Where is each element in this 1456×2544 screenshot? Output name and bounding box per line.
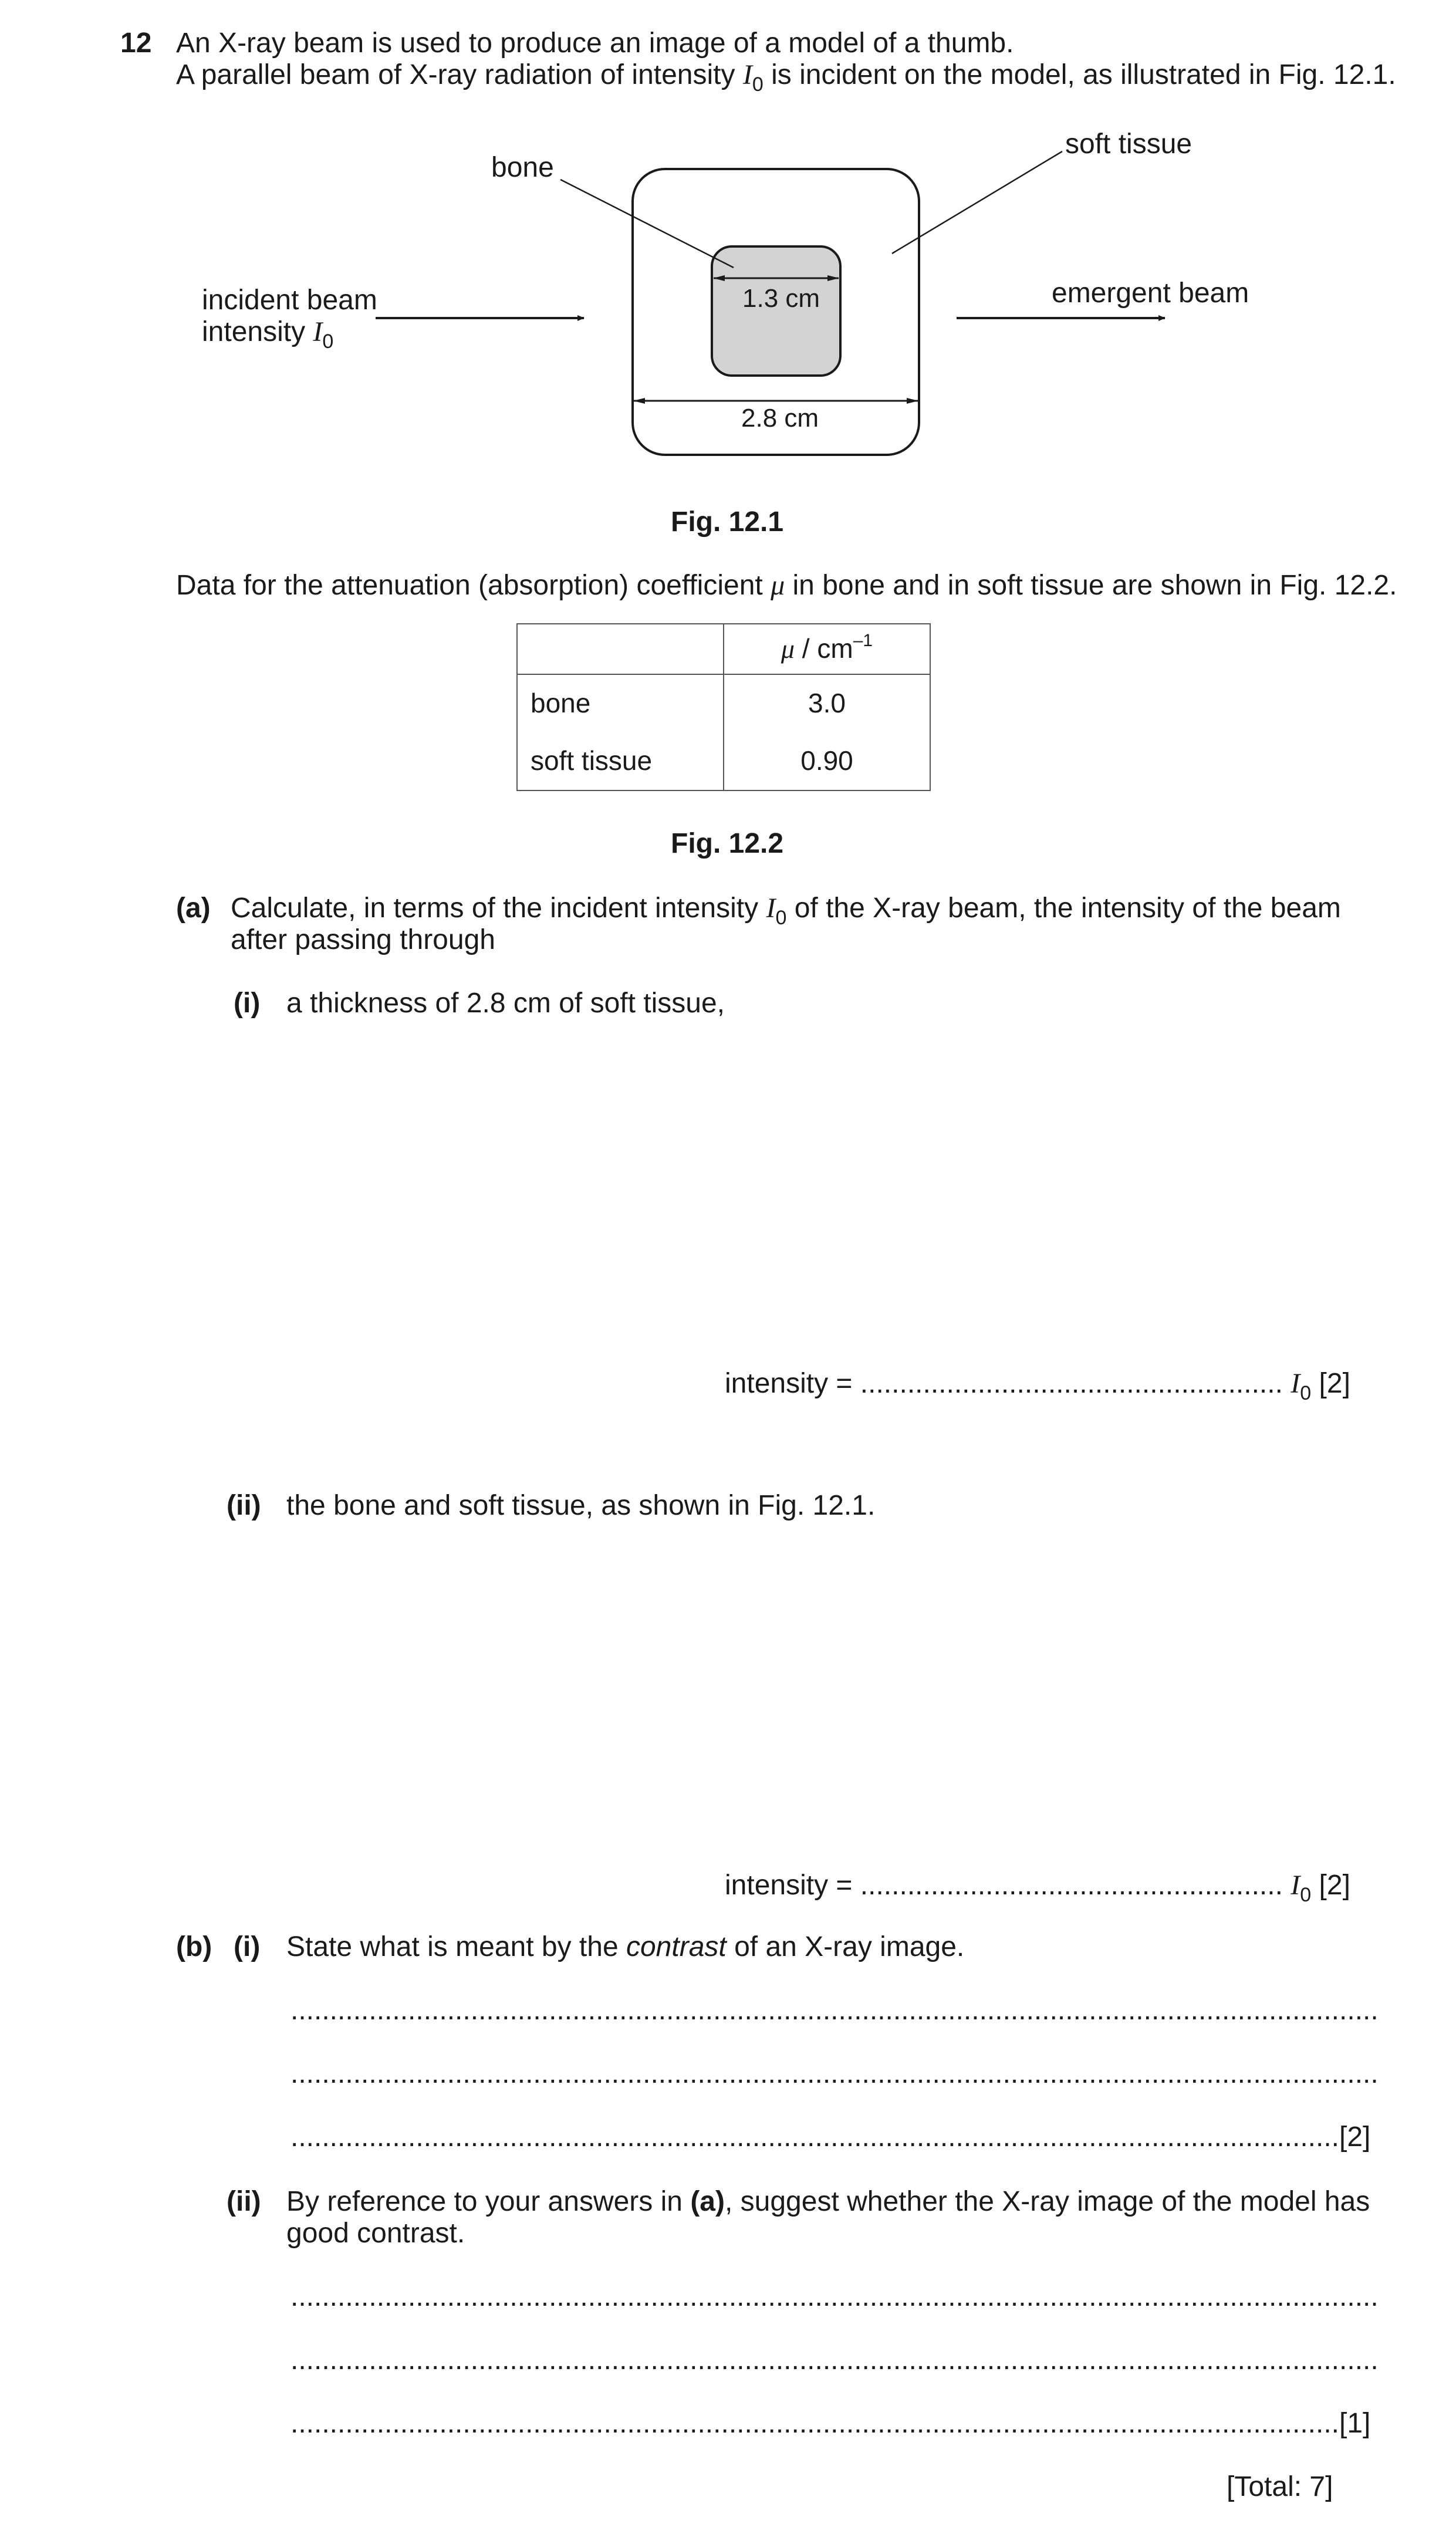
answer-line-b-i-2[interactable]: ........................................................................................................................................... xyxy=(290,2058,1379,2089)
soft-tissue-leader-line xyxy=(892,151,1062,254)
question-intro-line2: A parallel beam of X-ray radiation of intensity $I_0$ is incident on the model, as illustrated in Fig. 12.1. xyxy=(176,59,1396,96)
answer-line-b-ii-3[interactable]: ......................................................................................................................................[1] xyxy=(290,2408,1371,2439)
answer-line-b-ii-1[interactable]: ........................................................................................................................................... xyxy=(290,2281,1379,2312)
label-incident-intensity: intensity $I_0$ xyxy=(202,316,334,353)
part-b-ii-text-line1: By reference to your answers in (a), suggest whether the X-ray image of the model has xyxy=(286,2186,1370,2217)
figure-caption-12-1: Fig. 12.1 xyxy=(671,506,784,538)
question-number: 12 xyxy=(120,28,152,59)
table-cell-material: soft tissue xyxy=(517,732,724,790)
table-header-empty xyxy=(517,624,724,674)
part-b-label: (b) xyxy=(176,1931,212,1962)
table-cell-value: 3.0 xyxy=(724,674,930,732)
answer-line-b-i-3[interactable]: ......................................................................................................................................[2] xyxy=(290,2121,1371,2153)
dimension-outer: 2.8 cm xyxy=(741,404,819,433)
part-a-text-line2: after passing through xyxy=(231,924,495,955)
part-a-label: (a) xyxy=(176,893,211,924)
part-a-i-text: a thickness of 2.8 cm of soft tissue, xyxy=(286,988,725,1019)
question-intro-line1: An X-ray beam is used to produce an image of a model of a thumb. xyxy=(176,28,1014,59)
part-a-ii-text: the bone and soft tissue, as shown in Fig. 12.1. xyxy=(286,1490,876,1521)
answer-line-b-ii-2[interactable]: ........................................................................................................................................... xyxy=(290,2344,1379,2376)
table-header-mu: μ / $cm^{-1}$ xyxy=(724,624,930,674)
part-a-ii-label: (ii) xyxy=(227,1490,261,1521)
attenuation-table xyxy=(516,623,931,791)
label-emergent-beam: emergent beam xyxy=(1052,278,1249,309)
answer-line-a-ii[interactable]: intensity = ...................................................... $I_0$ [2] xyxy=(725,1870,1350,1906)
part-b-i-label: (i) xyxy=(234,1931,261,1962)
label-soft-tissue: soft tissue xyxy=(1065,129,1192,160)
table-cell-material: bone xyxy=(517,674,724,732)
total-marks: [Total: 7] xyxy=(1227,2471,1333,2502)
table-cell-value: 0.90 xyxy=(724,732,930,790)
part-a-i-label: (i) xyxy=(234,988,261,1019)
data-intro: Data for the attenuation (absorption) coefficient μ in bone and in soft tissue are shown in Fig. 12.2. xyxy=(176,570,1397,601)
figure-caption-12-2: Fig. 12.2 xyxy=(671,828,784,859)
thumb-model-diagram xyxy=(0,0,1456,528)
part-b-ii-label: (ii) xyxy=(227,2186,261,2217)
label-bone: bone xyxy=(491,152,554,183)
label-incident-beam: incident beam xyxy=(202,285,377,316)
part-b-ii-text-line2: good contrast. xyxy=(286,2218,465,2249)
part-a-text-line1: Calculate, in terms of the incident intensity $I_0$ of the X-ray beam, the intensity of the beam xyxy=(231,893,1341,929)
answer-line-b-i-1[interactable]: ........................................................................................................................................... xyxy=(290,1995,1379,2026)
answer-line-a-i[interactable]: intensity = ...................................................... $I_0$ [2] xyxy=(725,1368,1350,1404)
bone-leader-line xyxy=(560,180,734,268)
dimension-bone: 1.3 cm xyxy=(742,284,820,313)
part-b-i-text: State what is meant by the contrast of an X-ray image. xyxy=(286,1931,965,1962)
